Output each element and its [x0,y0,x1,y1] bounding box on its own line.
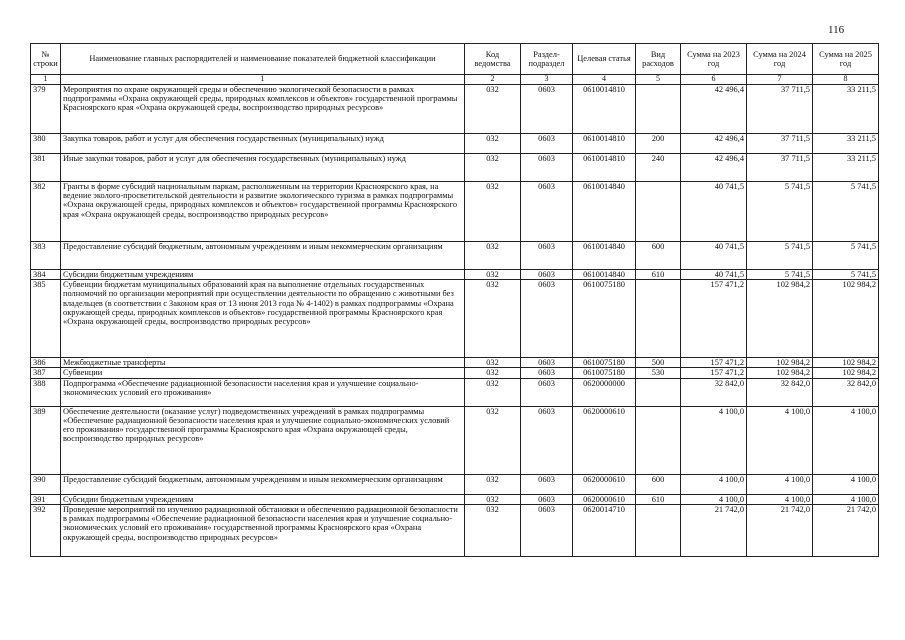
row-sum-2024: 37 711,5 [747,134,813,154]
row-sum-2023: 42 496,4 [681,85,747,134]
row-section: 0603 [521,242,573,270]
row-section: 0603 [521,85,573,134]
row-sum-2025: 33 211,5 [813,85,879,134]
row-number: 392 [31,504,61,556]
row-sum-2023: 157 471,2 [681,280,747,358]
table-row [31,270,879,280]
row-name: Субсидии бюджетным учреждениям [61,494,465,504]
row-section: 0603 [521,280,573,358]
row-number: 391 [31,494,61,504]
row-dept-code: 032 [465,368,521,378]
row-dept-code: 032 [465,154,521,182]
row-number: 388 [31,378,61,406]
row-dept-code: 032 [465,378,521,406]
row-expense-type [636,504,681,556]
row-dept-code: 032 [465,358,521,368]
row-sum-2024: 5 741,5 [747,242,813,270]
row-sum-2023: 4 100,0 [681,406,747,474]
row-name: Предоставление субсидий бюджетным, автономным учреждениям и иным некоммерческим организациям [61,242,465,270]
row-dept-code: 032 [465,85,521,134]
row-expense-type: 500 [636,358,681,368]
column-number: 4 [573,75,636,85]
row-number: 387 [31,368,61,378]
row-name: Мероприятия по охране окружающей среды и обеспечению экологической безопасности в рамках подпрограммы «Охрана окружающей среды, природных комплексов и объектов» государственной программы Красноярского края «Охрана окружающей среды, воспроизводство природных ресурсов» [61,85,465,134]
row-name: Гранты в форме субсидий национальным паркам, расположенным на территории Красноярского края, на ведение эколого-просветительской деятельности и развитие экологического туризма в рамках подпрограммы «Охрана окружающей среды, природных комплексов и объектов» государственной программы Красноярского края «Охрана окружающей среды, воспроизводство природных ресурсов» [61,182,465,242]
header-name: Наименование главных распорядителей и наименование показателей бюджетной классификации [61,44,465,75]
row-sum-2025: 4 100,0 [813,494,879,504]
row-sum-2024: 21 742,0 [747,504,813,556]
row-name: Субсидии бюджетным учреждениям [61,270,465,280]
row-sum-2024: 102 984,2 [747,358,813,368]
row-sum-2023: 42 496,4 [681,154,747,182]
row-sum-2024: 4 100,0 [747,494,813,504]
table-row [31,504,879,556]
row-name: Закупка товаров, работ и услуг для обеспечения государственных (муниципальных) нужд [61,134,465,154]
column-number: 7 [747,75,813,85]
row-name: Межбюджетные трансферты [61,358,465,368]
row-section: 0603 [521,504,573,556]
row-target-article: 0620000610 [573,474,636,494]
table-row [31,85,879,134]
table-row [31,368,879,378]
row-sum-2024: 4 100,0 [747,474,813,494]
row-expense-type [636,406,681,474]
row-dept-code: 032 [465,270,521,280]
row-target-article: 0620014710 [573,504,636,556]
row-dept-code: 032 [465,474,521,494]
row-section: 0603 [521,270,573,280]
header-section: Раздел-подраздел [521,44,573,75]
row-sum-2025: 32 842,0 [813,378,879,406]
table-row [31,406,879,474]
row-sum-2024: 32 842,0 [747,378,813,406]
row-dept-code: 032 [465,182,521,242]
row-dept-code: 032 [465,280,521,358]
row-target-article: 0610075180 [573,368,636,378]
row-name: Иные закупки товаров, работ и услуг для обеспечения государственных (муниципальных) нужд [61,154,465,182]
header-sum-2025: Сумма на 2025 год [813,44,879,75]
row-sum-2024: 37 711,5 [747,85,813,134]
row-sum-2024: 102 984,2 [747,280,813,358]
header-dept-code: Код ведомства [465,44,521,75]
row-sum-2023: 40 741,5 [681,242,747,270]
row-name: Субвенции бюджетам муниципальных образований края на выполнение отдельных государственных полномочий по организации мероприятий при осуществлении деятельности по обращению с животными без владельцев (в соответствии с Законом края от 13 июня 2013 года № 4-1402) в рамках подпрограммы «Охрана окружающей среды, природных комплексов и объектов» государственной программы Красноярского края «Охрана окружающей среды, воспроизводство природных ресурсов» [61,280,465,358]
row-sum-2025: 102 984,2 [813,280,879,358]
header-sum-2024: Сумма на 2024 год [747,44,813,75]
row-target-article: 0610014810 [573,85,636,134]
row-target-article: 0610014810 [573,134,636,154]
row-number: 383 [31,242,61,270]
table-row [31,242,879,270]
row-sum-2023: 4 100,0 [681,474,747,494]
row-dept-code: 032 [465,406,521,474]
row-name: Субвенции [61,368,465,378]
row-name: Проведение мероприятий по изучению радиационной обстановки и обеспечению радиационной безопасности в рамках подпрограммы «Обеспечение радиационной безопасности населения края и улучшение социально-экономических условий его проживания» государственной программы Красноярского края «Охрана окружающей среды, воспроизводство природных ресурсов» [61,504,465,556]
row-target-article: 0620000000 [573,378,636,406]
row-sum-2023: 40 741,5 [681,270,747,280]
table-row [31,494,879,504]
row-number: 379 [31,85,61,134]
row-number: 386 [31,358,61,368]
row-sum-2023: 157 471,2 [681,368,747,378]
row-target-article: 0610014840 [573,270,636,280]
table-header-row [31,44,879,75]
header-target-article: Целевая статья [573,44,636,75]
row-sum-2025: 21 742,0 [813,504,879,556]
row-number: 382 [31,182,61,242]
row-sum-2024: 4 100,0 [747,406,813,474]
row-sum-2025: 4 100,0 [813,406,879,474]
row-expense-type: 600 [636,242,681,270]
row-sum-2024: 37 711,5 [747,154,813,182]
row-target-article: 0620000610 [573,406,636,474]
row-number: 390 [31,474,61,494]
row-target-article: 0610075180 [573,280,636,358]
row-sum-2025: 33 211,5 [813,134,879,154]
column-number-row [31,75,879,85]
row-number: 384 [31,270,61,280]
row-expense-type [636,280,681,358]
row-expense-type [636,378,681,406]
row-section: 0603 [521,378,573,406]
row-number: 380 [31,134,61,154]
page-number: 116 [828,24,845,36]
row-number: 385 [31,280,61,358]
row-expense-type: 600 [636,474,681,494]
row-expense-type: 240 [636,154,681,182]
row-sum-2024: 5 741,5 [747,270,813,280]
row-expense-type: 610 [636,270,681,280]
row-target-article: 0610014840 [573,242,636,270]
row-sum-2024: 5 741,5 [747,182,813,242]
row-dept-code: 032 [465,242,521,270]
row-sum-2023: 157 471,2 [681,358,747,368]
row-expense-type: 200 [636,134,681,154]
column-number: 8 [813,75,879,85]
header-row-number: № строки [31,44,61,75]
row-section: 0603 [521,494,573,504]
row-target-article: 0620000610 [573,494,636,504]
header-expense-type: Вид расходов [636,44,681,75]
row-sum-2023: 40 741,5 [681,182,747,242]
row-dept-code: 032 [465,504,521,556]
row-name: Предоставление субсидий бюджетным, автономным учреждениям и иным некоммерческим организациям [61,474,465,494]
row-sum-2025: 4 100,0 [813,474,879,494]
row-name: Обеспечение деятельности (оказание услуг) подведомственных учреждений в рамках подпрограммы «Обеспечение радиационной безопасности населения края и улучшение социально-экономических условий его проживания» государственной программы Красноярского края «Охрана окружающей среды, воспроизводство природных ресурсов» [61,406,465,474]
row-section: 0603 [521,134,573,154]
row-target-article: 0610075180 [573,358,636,368]
column-number: 5 [636,75,681,85]
row-expense-type [636,182,681,242]
row-number: 389 [31,406,61,474]
column-number: 6 [681,75,747,85]
table-row [31,358,879,368]
row-target-article: 0610014840 [573,182,636,242]
table-row [31,182,879,242]
budget-table [30,43,879,557]
row-name: Подпрограмма «Обеспечение радиационной безопасности населения края и улучшение социально-экономических условий его проживания» [61,378,465,406]
row-sum-2025: 5 741,5 [813,182,879,242]
row-section: 0603 [521,474,573,494]
row-sum-2023: 32 842,0 [681,378,747,406]
row-section: 0603 [521,182,573,242]
row-section: 0603 [521,154,573,182]
row-dept-code: 032 [465,494,521,504]
row-dept-code: 032 [465,134,521,154]
table-row [31,474,879,494]
table-row [31,154,879,182]
row-section: 0603 [521,368,573,378]
column-number: 2 [465,75,521,85]
table-row [31,378,879,406]
row-expense-type: 530 [636,368,681,378]
row-sum-2025: 33 211,5 [813,154,879,182]
row-sum-2024: 102 984,2 [747,368,813,378]
column-number: 1 [31,75,61,85]
table-row [31,280,879,358]
header-sum-2023: Сумма на 2023 год [681,44,747,75]
row-sum-2025: 102 984,2 [813,358,879,368]
row-sum-2025: 5 741,5 [813,242,879,270]
table-row [31,134,879,154]
row-section: 0603 [521,406,573,474]
row-expense-type: 610 [636,494,681,504]
row-expense-type [636,85,681,134]
row-sum-2023: 42 496,4 [681,134,747,154]
column-number: 3 [521,75,573,85]
row-sum-2025: 5 741,5 [813,270,879,280]
row-sum-2025: 102 984,2 [813,368,879,378]
row-number: 381 [31,154,61,182]
row-sum-2023: 4 100,0 [681,494,747,504]
row-section: 0603 [521,358,573,368]
row-target-article: 0610014810 [573,154,636,182]
row-sum-2023: 21 742,0 [681,504,747,556]
column-number: 1 [61,75,465,85]
